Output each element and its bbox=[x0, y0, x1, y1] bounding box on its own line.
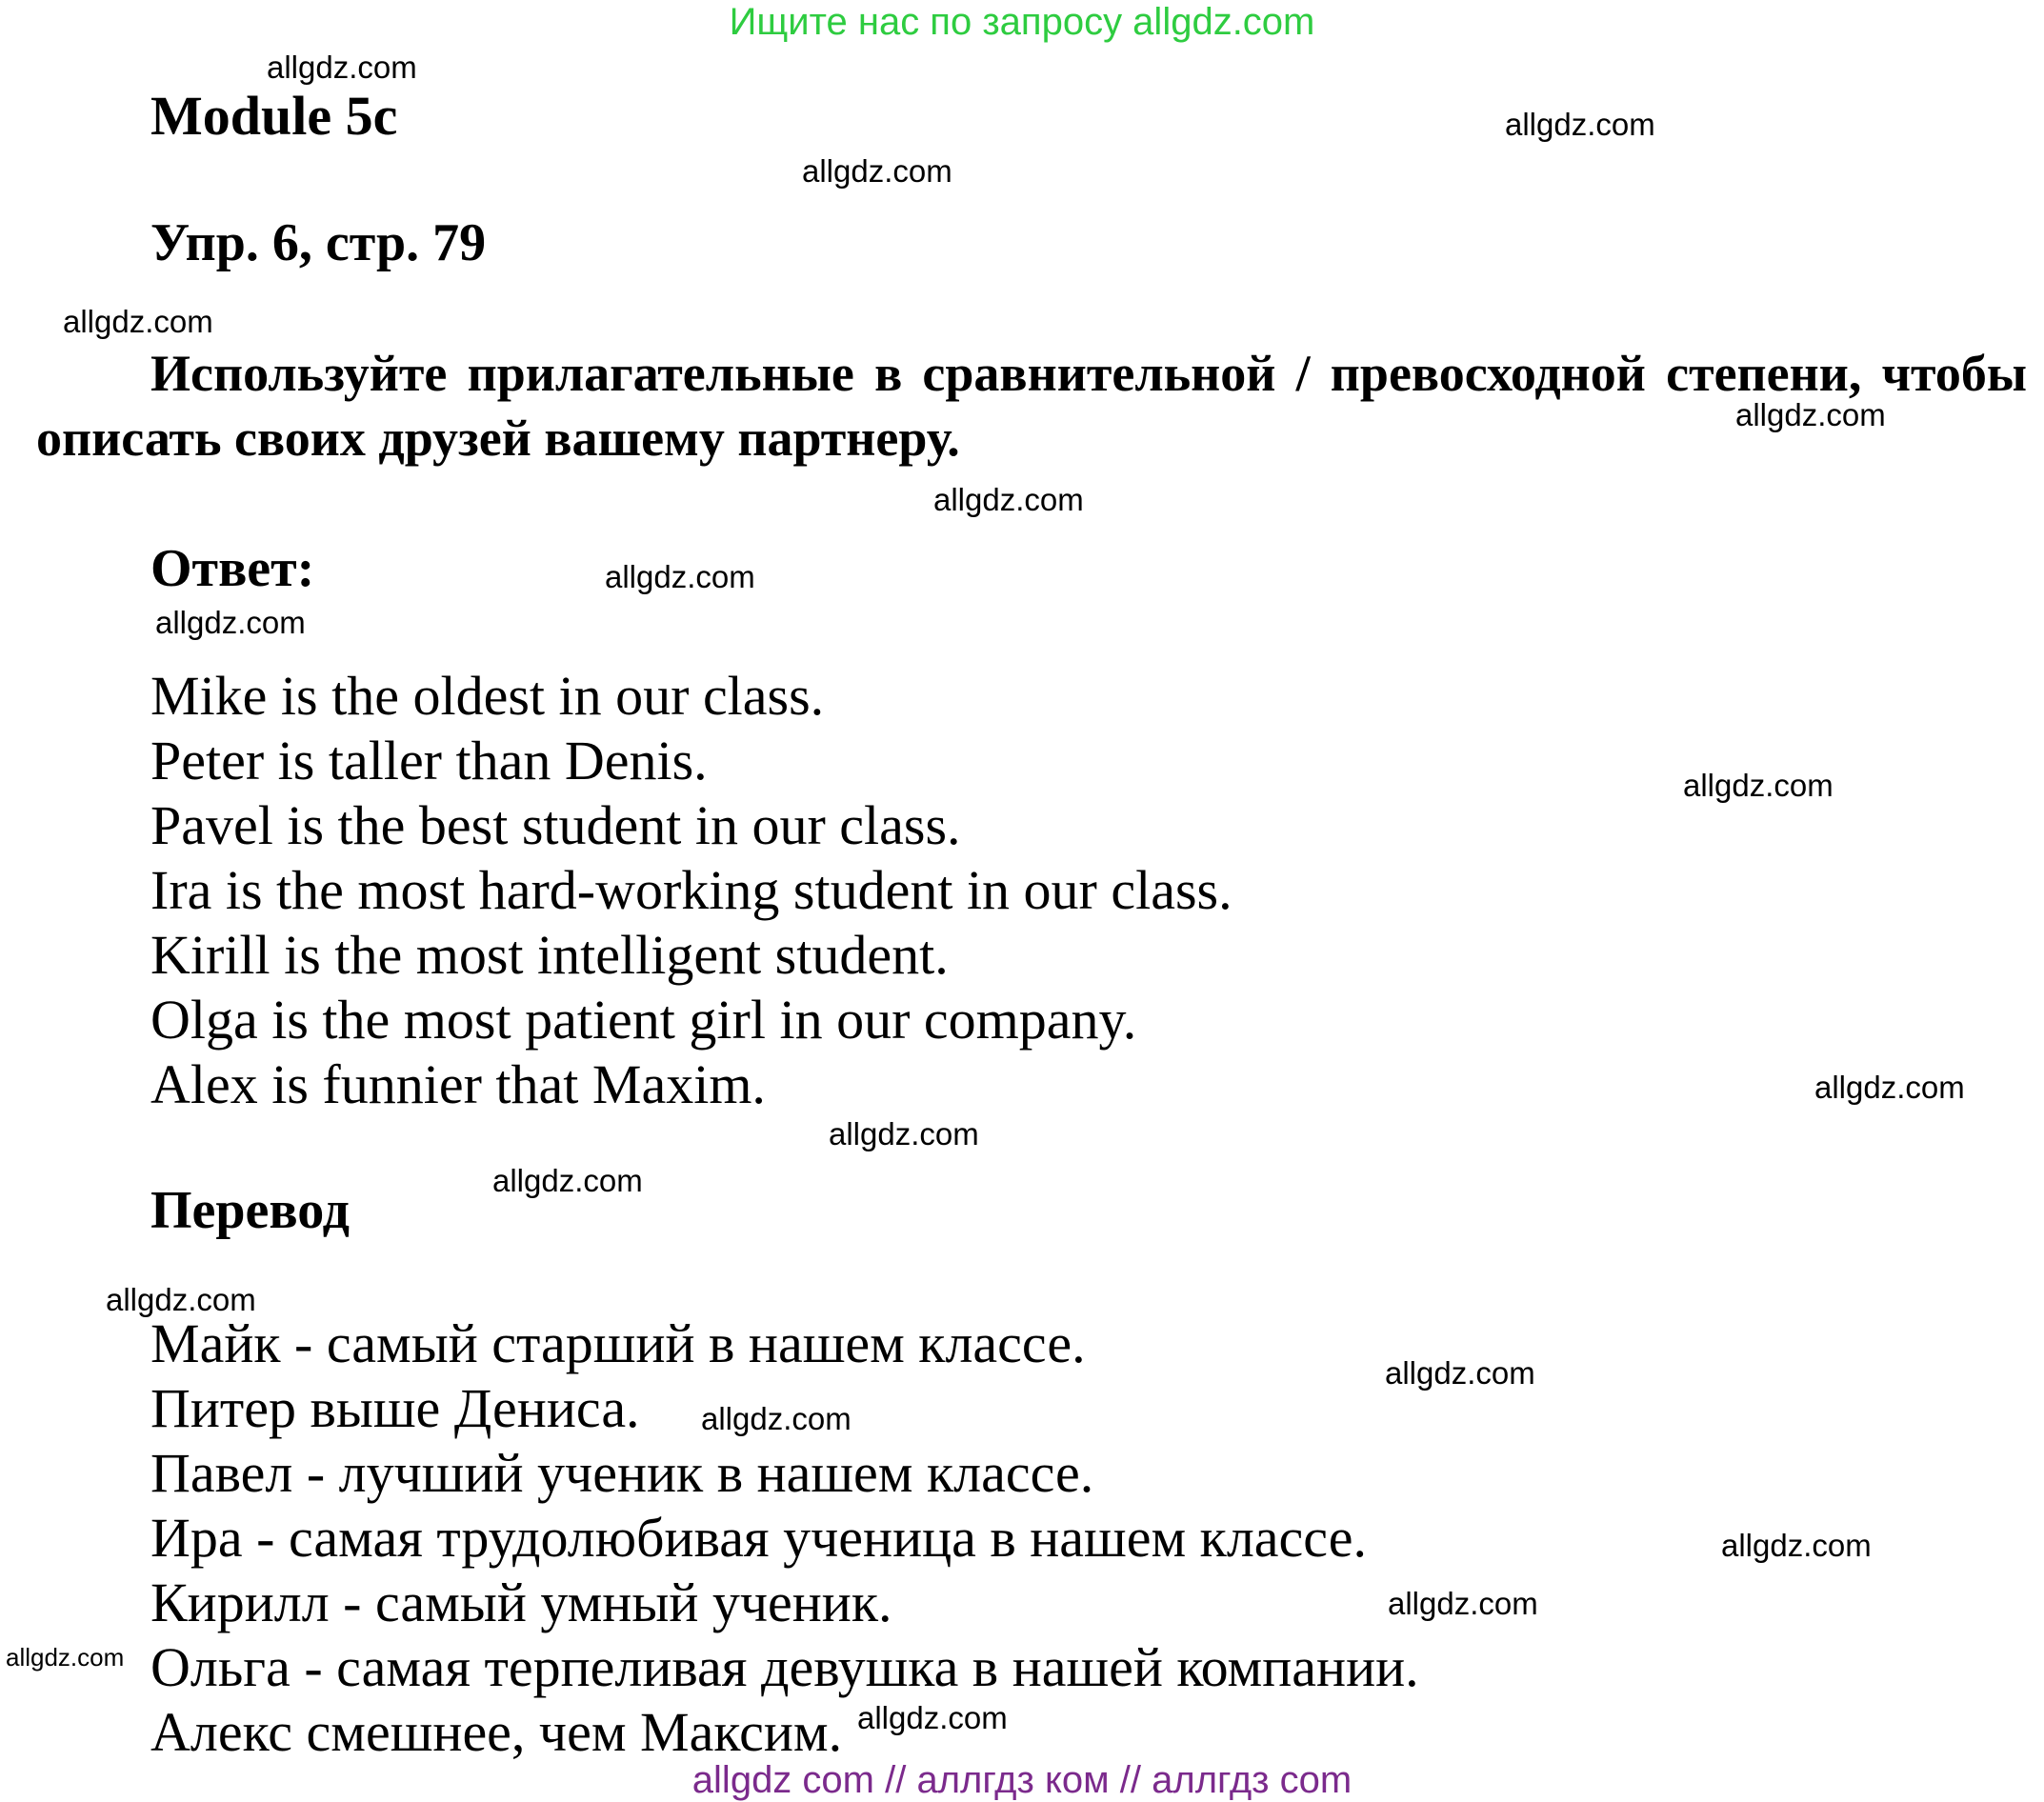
answer-line: Ira is the most hard-working student in our class. bbox=[150, 859, 1232, 921]
watermark: allgdz.com bbox=[267, 50, 417, 85]
watermark: allgdz.com bbox=[1721, 1528, 1872, 1563]
watermark: allgdz.com bbox=[1388, 1586, 1538, 1621]
translation-line: Майк - самый старший в нашем классе. bbox=[150, 1312, 1086, 1374]
watermark: allgdz.com bbox=[605, 559, 755, 594]
watermark: allgdz.com bbox=[1814, 1070, 1965, 1105]
answer-lines bbox=[150, 664, 1232, 1117]
translation-line: Ира - самая трудолюбивая ученица в нашем классе. bbox=[150, 1507, 1367, 1569]
task-instruction: Используйте прилагательные в сравнительной / превосходной степени, чтобы описать своих друзей вашему партнеру. bbox=[36, 345, 2027, 467]
watermark: allgdz.com bbox=[106, 1282, 256, 1317]
answer-heading: Ответ: bbox=[150, 539, 315, 598]
translation-heading: Перевод bbox=[150, 1181, 350, 1240]
bottom-banner: allgdz com // аллгдз ком // аллгдз com bbox=[691, 1759, 1353, 1801]
watermark: allgdz.com bbox=[933, 482, 1084, 517]
watermark: allgdz.com bbox=[802, 153, 952, 189]
watermark: allgdz.com bbox=[63, 304, 213, 339]
watermark: allgdz.com bbox=[829, 1116, 979, 1151]
answer-line: Alex is funnier that Maxim. bbox=[150, 1053, 766, 1115]
answer-line: Olga is the most patient girl in our company. bbox=[150, 989, 1137, 1051]
answer-line: Peter is taller than Denis. bbox=[150, 730, 708, 791]
watermark: allgdz.com bbox=[1505, 107, 1655, 142]
watermark: allgdz.com bbox=[857, 1700, 1008, 1735]
answer-line: Kirill is the most intelligent student. bbox=[150, 924, 949, 986]
watermark: allgdz.com bbox=[155, 605, 306, 640]
translation-line: Питер выше Дениса. bbox=[150, 1377, 640, 1439]
watermark: allgdz.com bbox=[1385, 1355, 1535, 1391]
translation-line: Кирилл - самый умный ученик. bbox=[150, 1572, 892, 1633]
exercise-reference: Упр. 6, стр. 79 bbox=[150, 213, 487, 272]
watermark: allgdz.com bbox=[701, 1401, 852, 1436]
top-banner: Ищите нас по запросу allgdz.com bbox=[729, 1, 1315, 43]
translation-line: Павел - лучший ученик в нашем классе. bbox=[150, 1442, 1094, 1504]
watermark: allgdz.com bbox=[1683, 768, 1834, 803]
translation-lines bbox=[150, 1311, 1419, 1765]
translation-line: Ольга - самая терпеливая девушка в нашей компании. bbox=[150, 1636, 1419, 1698]
answer-line: Pavel is the best student in our class. bbox=[150, 794, 961, 856]
translation-line: Алекс смешнее, чем Максим. bbox=[150, 1701, 843, 1763]
watermark: allgdz.com bbox=[6, 1643, 125, 1672]
watermark: allgdz.com bbox=[1735, 397, 1886, 432]
module-title: Module 5c bbox=[150, 85, 398, 147]
watermark: allgdz.com bbox=[492, 1163, 643, 1198]
answer-line: Mike is the oldest in our class. bbox=[150, 665, 825, 727]
